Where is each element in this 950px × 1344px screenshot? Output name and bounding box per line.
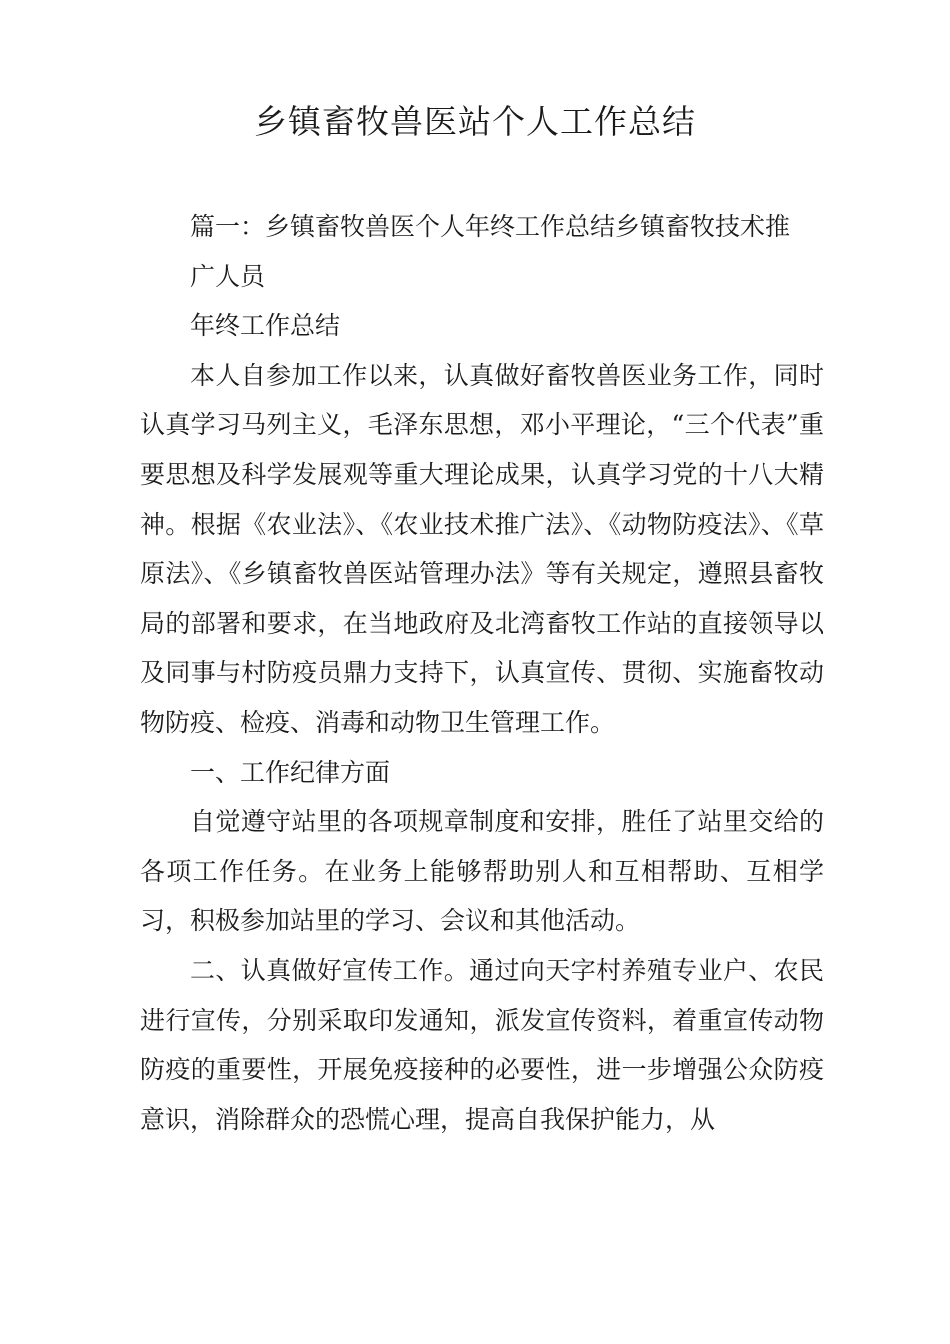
document-body xyxy=(140,202,824,1144)
paragraph-heading-part-one: 篇一：乡镇畜牧兽医个人年终工作总结乡镇畜牧技术推 xyxy=(190,212,791,241)
paragraph-section-one-body: 自觉遵守站里的各项规章制度和安排，胜任了站里交给的各项工作任务。在业务上能够帮助别人和互相帮助、互相学习，积极参加站里的学习、会议和其他活动。 xyxy=(140,807,824,936)
document-title: 乡镇畜牧兽医站个人工作总结 xyxy=(254,102,696,141)
paragraph-heading-part-one-cont: 广人员 xyxy=(190,261,266,291)
paragraph-section-one-heading: 一、工作纪律方面 xyxy=(190,757,391,787)
paragraph-intro-paragraph: 本人自参加工作以来，认真做好畜牧兽医业务工作，同时认真学习马列主义，毛泽东思想，邓小平理论，“三个代表”重要思想及科学发展观等重大理论成果，认真学习党的十八大精神。根据《农业法》、《农业技术推广法》、《动物防疫法》、《草原法》、《乡镇畜牧兽医站管理办法》等有关规定，遵照县畜牧局的部署和要求，在当地政府及北湾畜牧工作站的直接领导以及同事与村防疫员鼎力支持下，认真宣传、贯彻、实施畜牧动物防疫、检疫、消毒和动物卫生管理工作。 xyxy=(140,360,824,737)
paragraph-section-two-body: 二、认真做好宣传工作。通过向天字村养殖专业户、农民进行宣传，分别采取印发通知，派发宣传资料，着重宣传动物防疫的重要性，开展免疫接种的必要性，进一步增强公众防疫意识，消除群众的恐慌心理，提高自我保护能力，从 xyxy=(140,955,824,1134)
paragraph-heading-annual-summary: 年终工作总结 xyxy=(190,311,341,341)
